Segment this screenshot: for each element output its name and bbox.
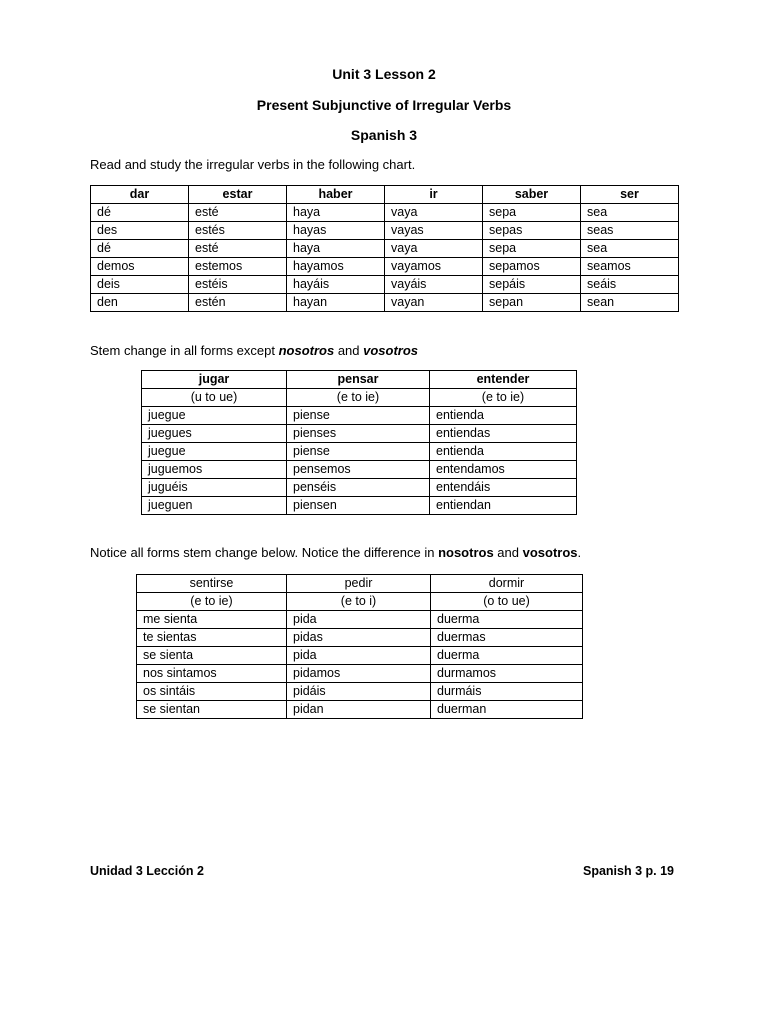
table-cell: seáis bbox=[581, 276, 679, 294]
table-cell: vayas bbox=[385, 222, 483, 240]
table-subheader-row bbox=[142, 389, 577, 407]
table-cell: seamos bbox=[581, 258, 679, 276]
table-cell: haya bbox=[287, 204, 385, 222]
table-cell: estéis bbox=[189, 276, 287, 294]
column-header: pensar bbox=[287, 371, 430, 389]
table-row bbox=[142, 461, 577, 479]
note-emphasis: nosotros bbox=[278, 343, 335, 358]
table-cell: haya bbox=[287, 240, 385, 258]
table-cell: hayan bbox=[287, 294, 385, 312]
note-emphasis: vosotros bbox=[522, 545, 578, 560]
table-cell: den bbox=[91, 294, 189, 312]
table-cell: esté bbox=[189, 240, 287, 258]
irregular-verbs-table bbox=[90, 185, 679, 312]
table-header-row bbox=[137, 575, 583, 593]
table-cell: sea bbox=[581, 204, 679, 222]
column-subheader: (u to ue) bbox=[142, 389, 287, 407]
column-subheader: (e to ie) bbox=[137, 593, 287, 611]
note-text: Stem change in all forms except bbox=[90, 343, 279, 358]
table-cell: pensemos bbox=[287, 461, 430, 479]
table-cell: pida bbox=[287, 611, 431, 629]
notice-note bbox=[90, 545, 581, 560]
table-cell: pidáis bbox=[287, 683, 431, 701]
table-cell: dé bbox=[91, 240, 189, 258]
table-cell: os sintáis bbox=[137, 683, 287, 701]
page-title: Unit 3 Lesson 2 bbox=[332, 66, 436, 82]
table-cell: piense bbox=[287, 443, 430, 461]
table-cell: entendáis bbox=[430, 479, 577, 497]
table-cell: deis bbox=[91, 276, 189, 294]
table-row bbox=[91, 294, 679, 312]
table-cell: esté bbox=[189, 204, 287, 222]
note-text: Notice all forms stem change below. Notice the difference in bbox=[90, 545, 439, 560]
table-cell: entendamos bbox=[430, 461, 577, 479]
table-cell: sepa bbox=[483, 240, 581, 258]
table-cell: vayan bbox=[385, 294, 483, 312]
table-row bbox=[91, 276, 679, 294]
table-cell: vaya bbox=[385, 240, 483, 258]
table-cell: te sientas bbox=[137, 629, 287, 647]
intro-text: Read and study the irregular verbs in the following chart. bbox=[90, 157, 416, 172]
table-row bbox=[142, 425, 577, 443]
table-row bbox=[91, 204, 679, 222]
column-header: dar bbox=[91, 186, 189, 204]
table-cell: dé bbox=[91, 204, 189, 222]
table-row bbox=[137, 683, 583, 701]
table-cell: se sienta bbox=[137, 647, 287, 665]
table-cell: nos sintamos bbox=[137, 665, 287, 683]
table-cell: estemos bbox=[189, 258, 287, 276]
table-cell: juegues bbox=[142, 425, 287, 443]
column-header: estar bbox=[189, 186, 287, 204]
table-cell: vayáis bbox=[385, 276, 483, 294]
table-row bbox=[137, 701, 583, 719]
table-cell: vayamos bbox=[385, 258, 483, 276]
table-row bbox=[137, 611, 583, 629]
column-header: haber bbox=[287, 186, 385, 204]
table-cell: sepamos bbox=[483, 258, 581, 276]
table-cell: se sientan bbox=[137, 701, 287, 719]
table-row bbox=[137, 629, 583, 647]
table-cell: demos bbox=[91, 258, 189, 276]
note-emphasis: nosotros bbox=[438, 545, 494, 560]
table-cell: sepas bbox=[483, 222, 581, 240]
column-header: pedir bbox=[287, 575, 431, 593]
table-cell: sean bbox=[581, 294, 679, 312]
table-cell: sepáis bbox=[483, 276, 581, 294]
table-cell: juegue bbox=[142, 443, 287, 461]
note-text: . bbox=[577, 545, 582, 560]
table-cell: duerma bbox=[431, 647, 583, 665]
table-cell: me sienta bbox=[137, 611, 287, 629]
course-name: Spanish 3 bbox=[350, 127, 418, 143]
table-cell: sepan bbox=[483, 294, 581, 312]
table-cell: pidas bbox=[287, 629, 431, 647]
table-cell: duerma bbox=[431, 611, 583, 629]
table-cell: hayáis bbox=[287, 276, 385, 294]
table-cell: pienses bbox=[287, 425, 430, 443]
table-cell: pidamos bbox=[287, 665, 431, 683]
table-row bbox=[142, 407, 577, 425]
table-cell: duerman bbox=[431, 701, 583, 719]
column-header: ir bbox=[385, 186, 483, 204]
footer-right: Spanish 3 p. 19 bbox=[582, 864, 674, 878]
column-header: dormir bbox=[431, 575, 583, 593]
table-cell: entiendas bbox=[430, 425, 577, 443]
table-subheader-row bbox=[137, 593, 583, 611]
table-cell: juguemos bbox=[142, 461, 287, 479]
table-cell: entienda bbox=[430, 443, 577, 461]
table-cell: estés bbox=[189, 222, 287, 240]
stem-change-note bbox=[90, 343, 418, 358]
table-row bbox=[91, 258, 679, 276]
table-cell: pidan bbox=[287, 701, 431, 719]
table-cell: piense bbox=[287, 407, 430, 425]
table-cell: seas bbox=[581, 222, 679, 240]
table-cell: sepa bbox=[483, 204, 581, 222]
column-header: sentirse bbox=[137, 575, 287, 593]
table-header-row bbox=[142, 371, 577, 389]
table-cell: durmamos bbox=[431, 665, 583, 683]
table-row bbox=[137, 665, 583, 683]
column-subheader: (e to i) bbox=[287, 593, 431, 611]
column-header: entender bbox=[430, 371, 577, 389]
table-row bbox=[91, 222, 679, 240]
column-subheader: (e to ie) bbox=[430, 389, 577, 407]
table-cell: des bbox=[91, 222, 189, 240]
table-row bbox=[142, 479, 577, 497]
table-cell: entienda bbox=[430, 407, 577, 425]
table-cell: jueguen bbox=[142, 497, 287, 515]
table-cell: penséis bbox=[287, 479, 430, 497]
table-cell: sea bbox=[581, 240, 679, 258]
table-cell: hayas bbox=[287, 222, 385, 240]
table-header-row bbox=[91, 186, 679, 204]
table-cell: hayamos bbox=[287, 258, 385, 276]
column-subheader: (o to ue) bbox=[431, 593, 583, 611]
table-row bbox=[142, 497, 577, 515]
table-cell: pida bbox=[287, 647, 431, 665]
table-cell: entiendan bbox=[430, 497, 577, 515]
table-cell: juegue bbox=[142, 407, 287, 425]
stem-change-table bbox=[141, 370, 577, 515]
table-cell: duermas bbox=[431, 629, 583, 647]
column-subheader: (e to ie) bbox=[287, 389, 430, 407]
table-cell: piensen bbox=[287, 497, 430, 515]
ir-stem-change-table bbox=[136, 574, 583, 719]
table-row bbox=[137, 647, 583, 665]
footer-left: Unidad 3 Lección 2 bbox=[90, 864, 204, 878]
note-emphasis: vosotros bbox=[363, 343, 419, 358]
note-text: and bbox=[334, 343, 364, 358]
column-header: saber bbox=[483, 186, 581, 204]
table-row bbox=[91, 240, 679, 258]
table-cell: estén bbox=[189, 294, 287, 312]
page-subtitle: Present Subjunctive of Irregular Verbs bbox=[256, 97, 512, 113]
table-row bbox=[142, 443, 577, 461]
table-cell: juguéis bbox=[142, 479, 287, 497]
column-header: ser bbox=[581, 186, 679, 204]
column-header: jugar bbox=[142, 371, 287, 389]
table-cell: vaya bbox=[385, 204, 483, 222]
table-cell: durmáis bbox=[431, 683, 583, 701]
note-text: and bbox=[493, 545, 523, 560]
